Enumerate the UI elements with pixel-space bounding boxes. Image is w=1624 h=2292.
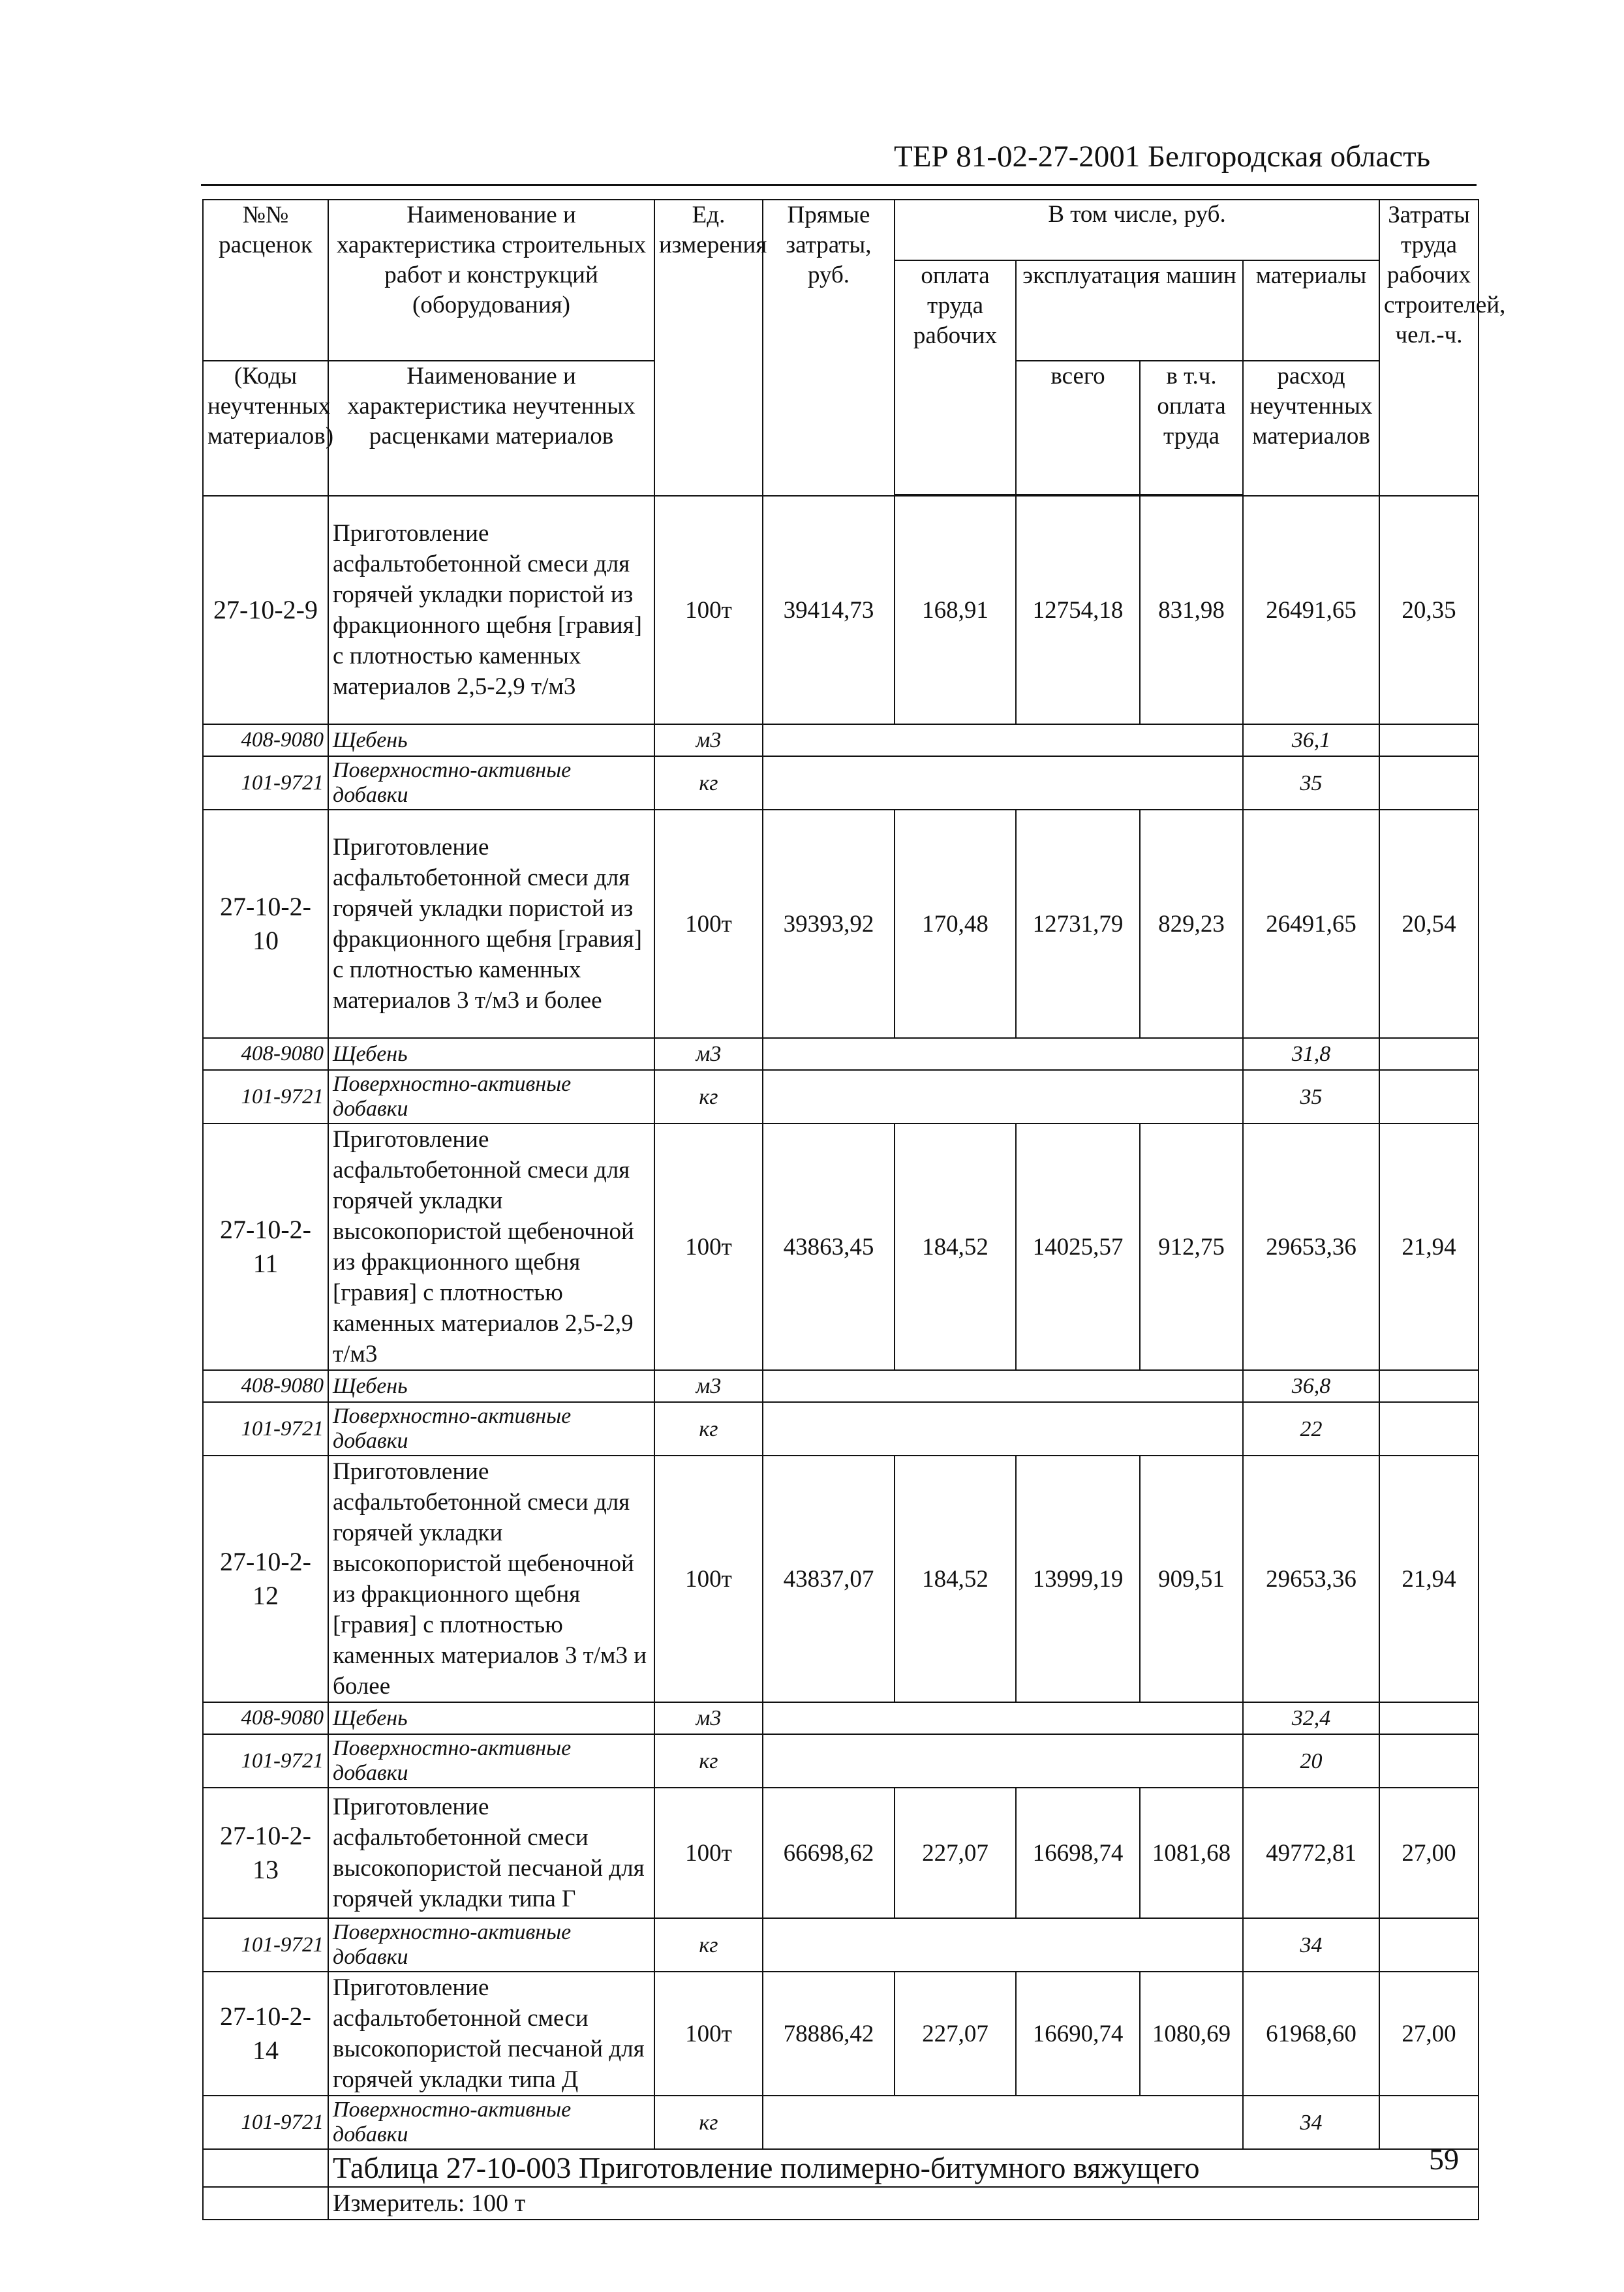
rate-code: 27-10-2-10 [203, 810, 328, 1038]
material-empty [763, 1402, 1243, 1456]
rate-machines-total: 12731,79 [1016, 810, 1140, 1038]
material-empty [763, 1070, 1243, 1123]
rate-row [203, 1788, 1478, 1918]
rate-description: Приготовление асфальтобетонной смеси высокопористой песчаной для горячей укладки типа Д [328, 1972, 654, 2096]
material-row [203, 1070, 1478, 1123]
rate-machines-total: 12754,18 [1016, 496, 1140, 724]
rate-description: Приготовление асфальтобетонной смеси для горячей укладки высокопористой щебеночной из фракционного щебня [гравия] с плотностью каменных материалов 3 т/м3 и более [328, 1456, 654, 1702]
material-empty [1379, 1402, 1478, 1456]
material-name: Щебень [328, 1702, 654, 1734]
material-empty [1379, 1702, 1478, 1734]
material-unit: кг [654, 756, 763, 810]
rate-description: Приготовление асфальтобетонной смеси высокопористой песчаной для горячей укладки типа Г [328, 1788, 654, 1918]
rate-machines-labor: 1081,68 [1140, 1788, 1243, 1918]
rate-labor-pay: 227,07 [895, 1788, 1016, 1918]
next-table-blank [203, 2187, 328, 2220]
rate-direct-cost: 78886,42 [763, 1972, 895, 2096]
material-row [203, 2096, 1478, 2149]
material-empty [1379, 756, 1478, 810]
material-quantity: 20 [1243, 1734, 1379, 1788]
rate-row [203, 496, 1478, 724]
rate-machines-total: 14025,57 [1016, 1123, 1140, 1370]
material-unit: м3 [654, 1702, 763, 1734]
rate-labor-hours: 20,35 [1379, 496, 1478, 724]
material-quantity: 35 [1243, 1070, 1379, 1123]
next-table-title-row [203, 2149, 1478, 2187]
rate-description: Приготовление асфальтобетонной смеси для горячей укладки пористой из фракционного щебня [гравия] с плотностью каменных материалов 2,5-2,9 т/м3 [328, 496, 654, 724]
col-machines-total-header: всего [1016, 361, 1140, 495]
material-name: Щебень [328, 724, 654, 756]
rate-machines-total: 13999,19 [1016, 1456, 1140, 1702]
rate-unit: 100т [654, 1123, 763, 1370]
rate-machines-labor: 829,23 [1140, 810, 1243, 1038]
material-row [203, 756, 1478, 810]
material-empty [1379, 1734, 1478, 1788]
rate-labor-hours: 20,54 [1379, 810, 1478, 1038]
material-row [203, 724, 1478, 756]
rate-labor-hours: 27,00 [1379, 1788, 1478, 1918]
material-quantity: 35 [1243, 756, 1379, 810]
header-rule [201, 184, 1477, 186]
material-empty [1379, 1370, 1478, 1402]
material-code: 408-9080 [203, 724, 328, 756]
material-empty [1379, 1038, 1478, 1070]
rate-direct-cost: 43837,07 [763, 1456, 895, 1702]
rate-machines-total: 16698,74 [1016, 1788, 1140, 1918]
material-code: 408-9080 [203, 1702, 328, 1734]
header-row-1 [203, 200, 1478, 260]
material-empty [763, 756, 1243, 810]
col-incl-header: В том числе, руб. [895, 200, 1379, 260]
rate-labor-pay: 227,07 [895, 1972, 1016, 2096]
col-direct-header: Прямые затраты, руб. [763, 200, 895, 496]
rate-unit: 100т [654, 496, 763, 724]
next-table-title: Таблица 27-10-003 Приготовление полимерно-битумного вяжущего [328, 2149, 1478, 2187]
material-quantity: 36,8 [1243, 1370, 1379, 1402]
material-name: Щебень [328, 1370, 654, 1402]
material-quantity: 31,8 [1243, 1038, 1379, 1070]
rate-direct-cost: 39393,92 [763, 810, 895, 1038]
material-code: 408-9080 [203, 1038, 328, 1070]
rate-direct-cost: 43863,45 [763, 1123, 895, 1370]
next-table-measure: Измеритель: 100 т [328, 2187, 1478, 2220]
material-name: Поверхностно-активные добавки [328, 1918, 654, 1972]
rate-description: Приготовление асфальтобетонной смеси для горячей укладки высокопористой щебеночной из фракционного щебня [гравия] с плотностью каменных материалов 2,5-2,9 т/м3 [328, 1123, 654, 1370]
col-unit-header: Ед. измерения [654, 200, 763, 496]
rate-unit: 100т [654, 1972, 763, 2096]
material-empty [763, 2096, 1243, 2149]
material-code: 101-9721 [203, 2096, 328, 2149]
rate-row [203, 1456, 1478, 1702]
material-empty [763, 724, 1243, 756]
material-quantity: 34 [1243, 1918, 1379, 1972]
rate-machines-total: 16690,74 [1016, 1972, 1140, 2096]
rate-code: 27-10-2-14 [203, 1972, 328, 2096]
material-quantity: 32,4 [1243, 1702, 1379, 1734]
col-materials-header: материалы [1243, 260, 1379, 361]
material-code: 101-9721 [203, 1918, 328, 1972]
material-unit: м3 [654, 1038, 763, 1070]
rate-labor-pay: 170,48 [895, 810, 1016, 1038]
material-empty [1379, 1918, 1478, 1972]
material-quantity: 36,1 [1243, 724, 1379, 756]
rate-code: 27-10-2-11 [203, 1123, 328, 1370]
col-labor-header: Затраты труда рабочих строителей, чел.-ч. [1379, 200, 1478, 496]
next-table-measure-row [203, 2187, 1478, 2220]
rate-unit: 100т [654, 1456, 763, 1702]
rate-machines-labor: 912,75 [1140, 1123, 1243, 1370]
material-unit: кг [654, 1918, 763, 1972]
material-empty [763, 1038, 1243, 1070]
rates-table [202, 199, 1506, 2220]
material-row [203, 1402, 1478, 1456]
rate-machines-labor: 1080,69 [1140, 1972, 1243, 2096]
material-code: 101-9721 [203, 756, 328, 810]
rate-unit: 100т [654, 810, 763, 1038]
next-table-blank [203, 2149, 328, 2187]
material-empty [1379, 2096, 1478, 2149]
page-number: 59 [1429, 2143, 1459, 2176]
rate-materials: 29653,36 [1243, 1123, 1379, 1370]
rate-materials: 29653,36 [1243, 1456, 1379, 1702]
rate-machines-labor: 909,51 [1140, 1456, 1243, 1702]
material-empty [1379, 1070, 1478, 1123]
material-empty [763, 1370, 1243, 1402]
material-unit: кг [654, 2096, 763, 2149]
material-empty [763, 1918, 1243, 1972]
material-name: Поверхностно-активные добавки [328, 2096, 654, 2149]
material-code: 101-9721 [203, 1402, 328, 1456]
rate-row [203, 810, 1478, 1038]
material-row [203, 1702, 1478, 1734]
material-unit: м3 [654, 1370, 763, 1402]
material-row [203, 1370, 1478, 1402]
rate-code: 27-10-2-9 [203, 496, 328, 724]
rate-materials: 49772,81 [1243, 1788, 1379, 1918]
rate-labor-hours: 27,00 [1379, 1972, 1478, 2096]
rate-row [203, 1972, 1478, 2096]
material-quantity: 22 [1243, 1402, 1379, 1456]
material-code: 101-9721 [203, 1070, 328, 1123]
material-unit: м3 [654, 724, 763, 756]
material-name: Щебень [328, 1038, 654, 1070]
material-name: Поверхностно-активные добавки [328, 1402, 654, 1456]
rate-direct-cost: 39414,73 [763, 496, 895, 724]
rate-row [203, 1123, 1478, 1370]
rate-labor-pay: 168,91 [895, 496, 1016, 724]
rate-materials: 61968,60 [1243, 1972, 1379, 2096]
col-machines-labor-header: в т.ч. оплата труда [1140, 361, 1243, 495]
rate-materials: 26491,65 [1243, 496, 1379, 724]
material-row [203, 1734, 1478, 1788]
rate-labor-hours: 21,94 [1379, 1123, 1478, 1370]
material-empty [1379, 724, 1478, 756]
rate-code: 27-10-2-13 [203, 1788, 328, 1918]
rate-labor-pay: 184,52 [895, 1123, 1016, 1370]
material-empty [763, 1734, 1243, 1788]
material-unit: кг [654, 1734, 763, 1788]
rate-code: 27-10-2-12 [203, 1456, 328, 1702]
material-name: Поверхностно-активные добавки [328, 1734, 654, 1788]
rate-machines-labor: 831,98 [1140, 496, 1243, 724]
col-laborpay-header: оплата труда рабочих [895, 260, 1016, 495]
page-header: ТЕР 81-02-27-2001 Белгородская область [894, 140, 1431, 174]
col-code-header: №№ расценок [203, 200, 328, 260]
col-code-sub-header: (Коды неучтенных материалов) [203, 361, 328, 496]
material-name: Поверхностно-активные добавки [328, 756, 654, 810]
col-name-header: Наименование и характеристика строительных работ и конструкций (оборудования) [328, 200, 654, 361]
material-unit: кг [654, 1070, 763, 1123]
material-code: 408-9080 [203, 1370, 328, 1402]
material-unit: кг [654, 1402, 763, 1456]
col-machines-header: эксплуатация машин [1016, 260, 1243, 361]
material-name: Поверхностно-активные добавки [328, 1070, 654, 1123]
col-code-header-spacer [203, 260, 328, 361]
col-materials-sub-header: расход неучтенных материалов [1243, 361, 1379, 496]
material-quantity: 34 [1243, 2096, 1379, 2149]
material-code: 101-9721 [203, 1734, 328, 1788]
rate-materials: 26491,65 [1243, 810, 1379, 1038]
material-row [203, 1038, 1478, 1070]
rate-labor-hours: 21,94 [1379, 1456, 1478, 1702]
rate-direct-cost: 66698,62 [763, 1788, 895, 1918]
rate-unit: 100т [654, 1788, 763, 1918]
material-row [203, 1918, 1478, 1972]
rate-description: Приготовление асфальтобетонной смеси для горячей укладки пористой из фракционного щебня [гравия] с плотностью каменных материалов 3 т/м3 и более [328, 810, 654, 1038]
col-name-sub-header: Наименование и характеристика неучтенных расценками материалов [328, 361, 654, 496]
material-empty [763, 1702, 1243, 1734]
rate-labor-pay: 184,52 [895, 1456, 1016, 1702]
